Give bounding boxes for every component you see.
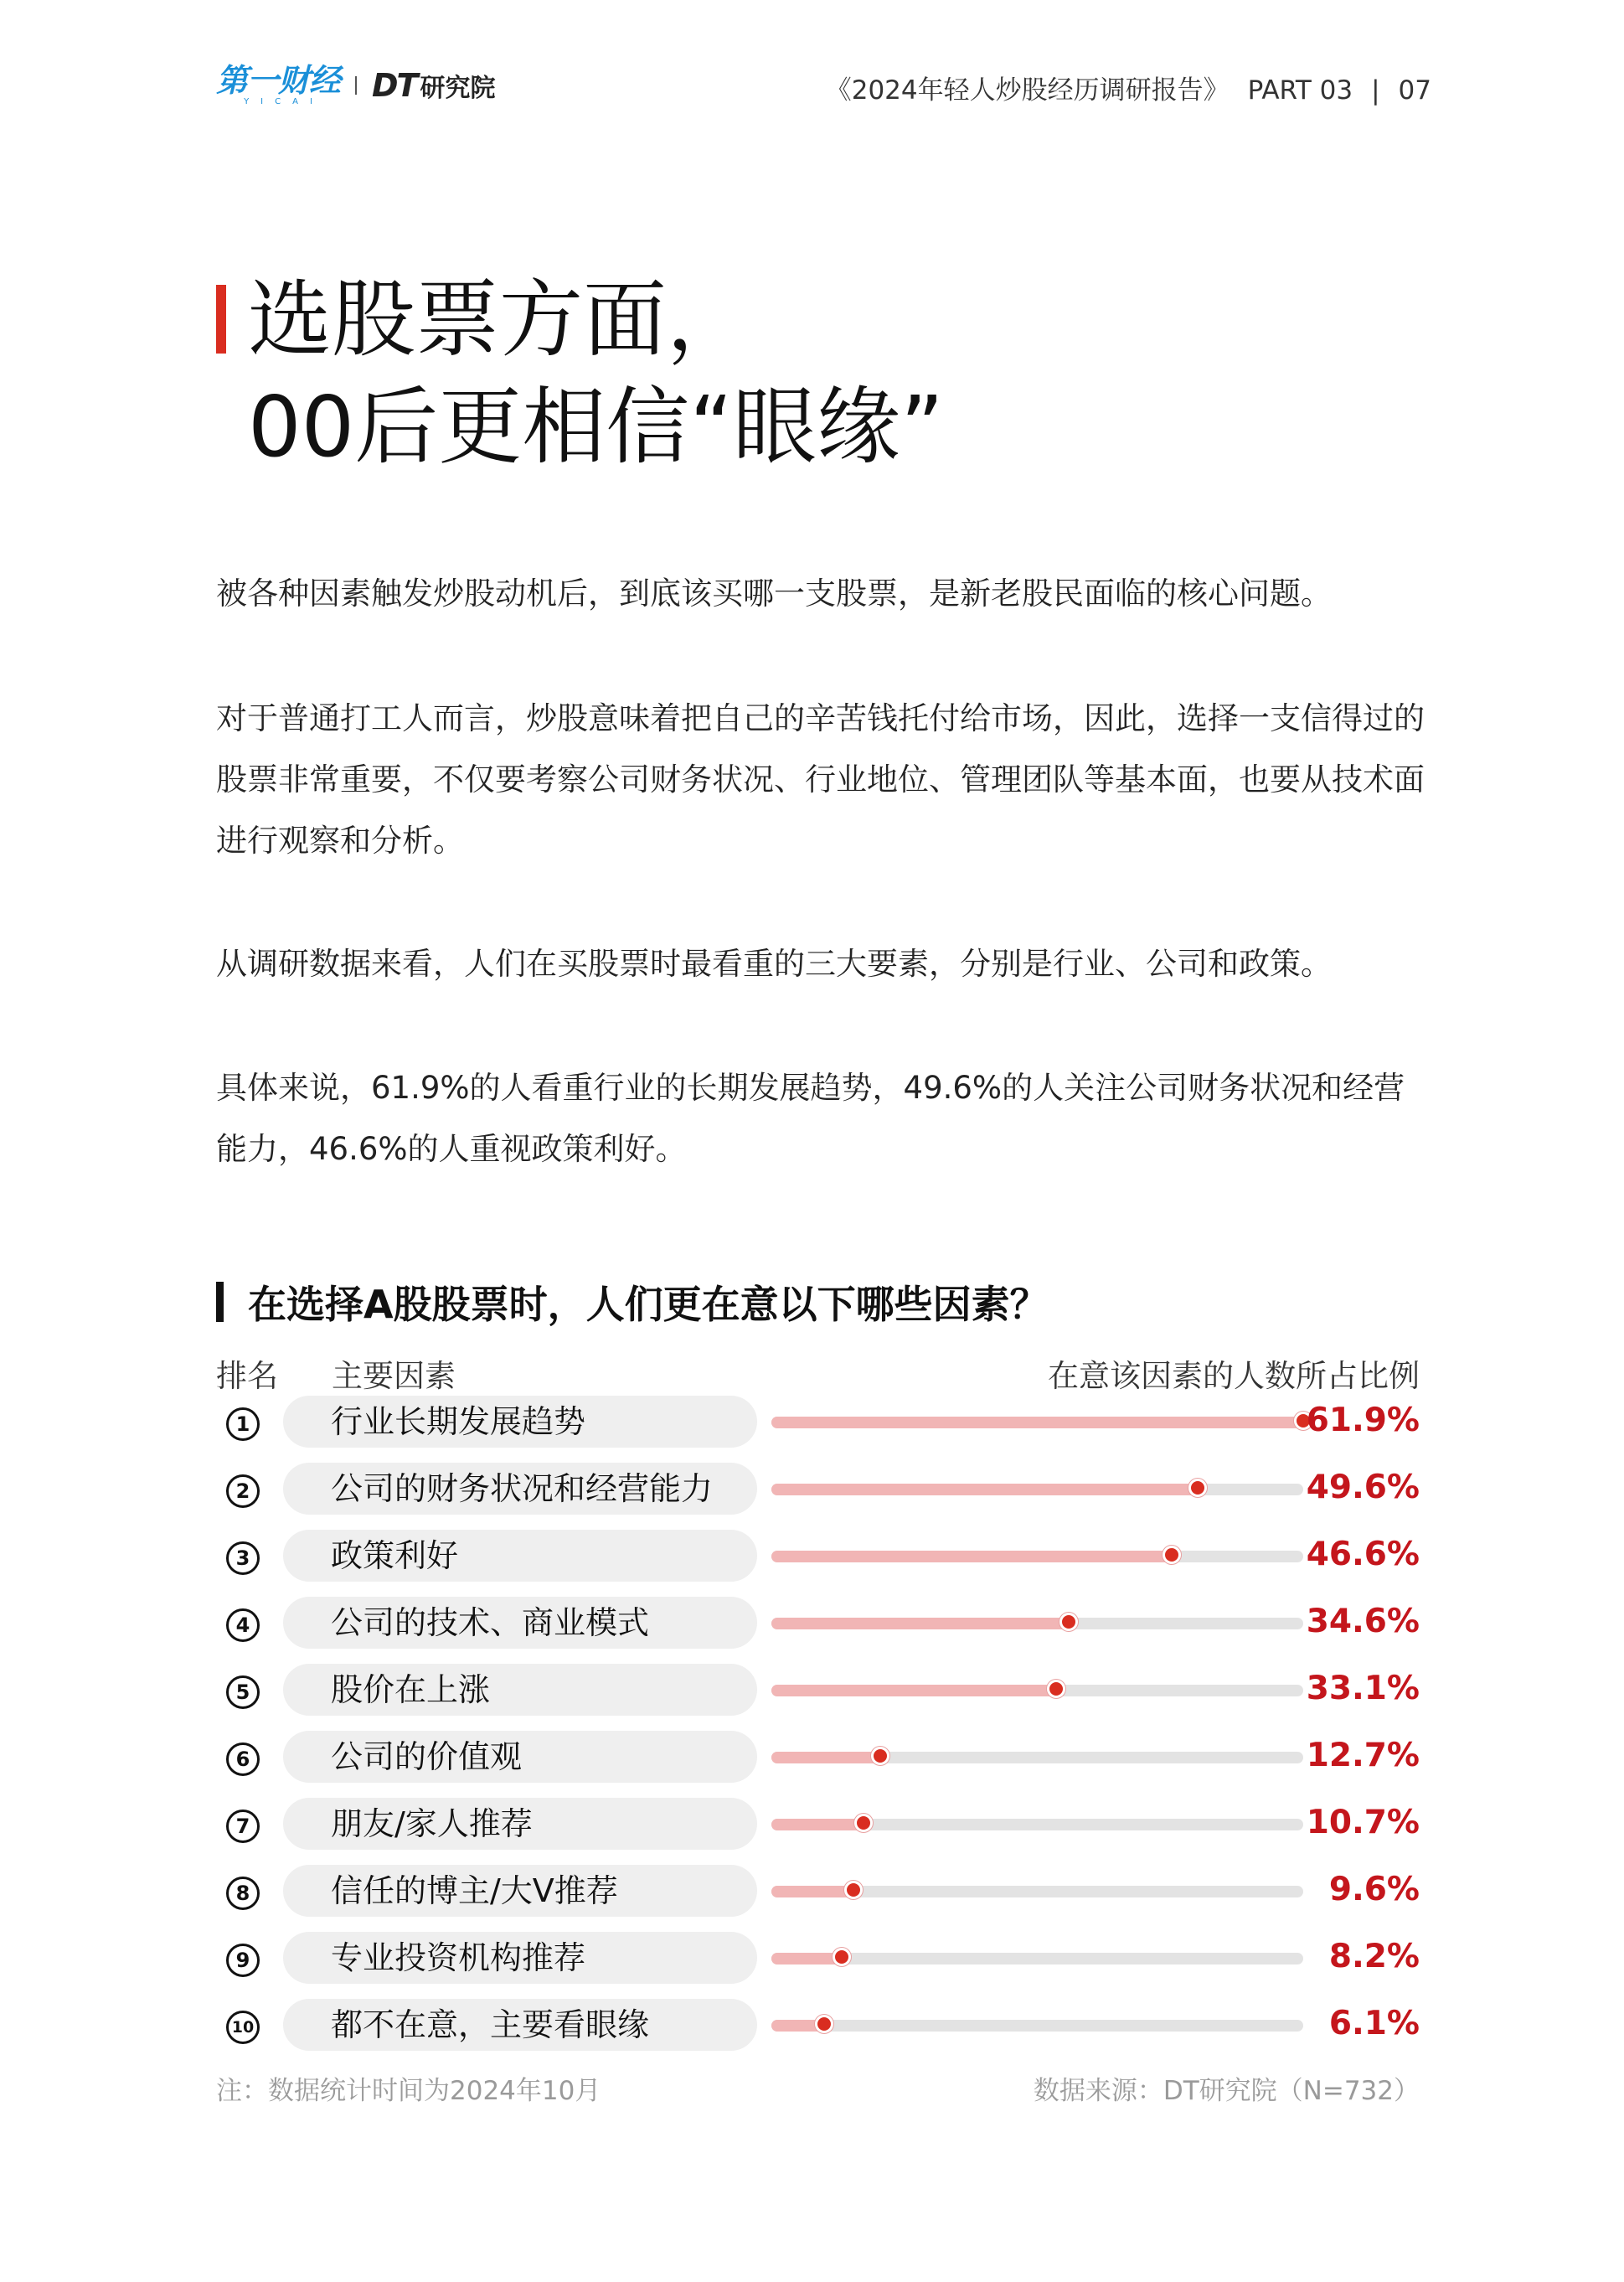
factor-label: 信任的博主/大V推荐 (331, 1872, 618, 1909)
bar-marker (844, 1881, 863, 1899)
value-label: 8.2% (1328, 1938, 1420, 1975)
rank-badge: 6 (226, 1742, 260, 1776)
factor-label: 股价在上涨 (331, 1671, 491, 1708)
chart-row (216, 1525, 1420, 1592)
chart-row (216, 1458, 1420, 1525)
bar-marker (854, 1814, 873, 1832)
bar-track (771, 1752, 1303, 1763)
paragraph-2: 对于普通打工人而言，炒股意味着把自己的辛苦钱托付给市场，因此，选择一支信得过的股票非常重要，不仅要考察公司财务状况、行业地位、管理团队等基本面，也要从技术面进行观察和分析。 (216, 700, 1425, 859)
report-title: 《2024年轻人炒股经历调研报告》 (825, 75, 1230, 106)
chart-rows (216, 1391, 1420, 2061)
title-line-1: 选股票方面， (248, 271, 750, 369)
factor-label: 行业长期发展趋势 (331, 1403, 586, 1440)
chart-title: 在选择A股股票时，人们更在意以下哪些因素？ (248, 1282, 1049, 1327)
bar-marker (1047, 1680, 1065, 1698)
rank-badge: 4 (226, 1608, 260, 1642)
column-header-factor: 主要因素 (332, 1358, 456, 1394)
bar-track (771, 1886, 1303, 1897)
page-number: 07 (1398, 75, 1431, 106)
bar-marker (833, 1948, 851, 1966)
bar-marker (1059, 1613, 1078, 1631)
value-label: 33.1% (1306, 1670, 1420, 1707)
value-label: 10.7% (1306, 1804, 1420, 1841)
report-info (826, 69, 1431, 106)
chart-title-accent-bar (216, 1282, 224, 1322)
dt-logo-text: DT (372, 67, 417, 104)
part-label: PART 03 (1247, 75, 1353, 106)
bar-fill (771, 1551, 1172, 1562)
rank-badge: 7 (226, 1810, 260, 1843)
bar-marker (1188, 1479, 1207, 1497)
value-label: 9.6% (1328, 1871, 1420, 1908)
bar-track (771, 2020, 1303, 2032)
bar-track (771, 1551, 1303, 1562)
column-header-rank: 排名 (216, 1358, 278, 1394)
chart-row (216, 1860, 1420, 1927)
factor-label: 政策利好 (331, 1537, 459, 1574)
value-label: 34.6% (1306, 1603, 1420, 1640)
rank-badge: 5 (226, 1675, 260, 1709)
paragraph-1: 被各种因素触发炒股动机后，到底该买哪一支股票，是新老股民面临的核心问题。 (216, 576, 1332, 612)
title-accent-bar (216, 285, 226, 354)
chart-row (216, 1592, 1420, 1659)
bar-marker (871, 1747, 889, 1765)
bar-track (771, 1819, 1303, 1830)
bar-fill (771, 1484, 1198, 1495)
factor-label: 公司的财务状况和经营能力 (331, 1470, 714, 1507)
bar-fill (771, 1417, 1303, 1428)
factor-label: 朋友/家人推荐 (331, 1805, 533, 1842)
factor-label: 公司的价值观 (331, 1738, 523, 1775)
bar-track (771, 1618, 1303, 1629)
bar-fill (771, 1886, 853, 1897)
rank-badge: 8 (226, 1877, 260, 1910)
paragraph-4: 具体来说，61.9%的人看重行业的长期发展趋势，49.6%的人关注公司财务状况和经营能力，46.6%的人重视政策利好。 (216, 1070, 1405, 1167)
chart-source: 数据来源：DT研究院（N=732） (1033, 2076, 1420, 2106)
rank-badge: 2 (226, 1474, 260, 1508)
factor-label: 公司的技术、商业模式 (331, 1604, 650, 1641)
bar-fill (771, 1752, 880, 1763)
value-label: 46.6% (1306, 1536, 1420, 1573)
bar-track (771, 1685, 1303, 1696)
yicai-logo-text: 第一财经 (216, 62, 341, 99)
rank-badge: 1 (226, 1407, 260, 1441)
bar-fill (771, 1685, 1056, 1696)
bar-track (771, 1484, 1303, 1495)
yicai-logo (216, 64, 340, 107)
logo-divider (355, 76, 357, 95)
factor-label: 专业投资机构推荐 (331, 1939, 586, 1976)
chart-row (216, 1726, 1420, 1793)
chart-row (216, 1391, 1420, 1458)
page-header (216, 60, 1431, 111)
value-label: 12.7% (1306, 1737, 1420, 1774)
chart-note: 注：数据统计时间为2024年10月 (216, 2076, 601, 2106)
value-label: 49.6% (1306, 1469, 1420, 1506)
yicai-logo-subtext: YICAI (244, 97, 324, 106)
value-label: 61.9% (1306, 1402, 1420, 1439)
bar-track (771, 1953, 1303, 1964)
chart-row (216, 1793, 1420, 1860)
dt-logo-subtext: 研究院 (420, 74, 496, 103)
chart-row (216, 1659, 1420, 1726)
logo-group (216, 60, 495, 111)
bar-track (771, 1417, 1303, 1428)
bar-fill (771, 1953, 842, 1964)
rank-badge: 10 (226, 2011, 260, 2044)
chart-row (216, 1927, 1420, 1994)
bar-fill (771, 1819, 864, 1830)
chart-row (216, 1994, 1420, 2061)
column-header-value: 在意该因素的人数所占比例 (1048, 1358, 1420, 1394)
header-separator: | (1371, 75, 1380, 106)
bar-fill (771, 1618, 1069, 1629)
bar-marker (1163, 1546, 1181, 1564)
page-title (248, 266, 944, 481)
bar-marker (815, 2015, 833, 2033)
title-line-2: 00后更相信“眼缘” (248, 378, 944, 476)
paragraph-3: 从调研数据来看，人们在买股票时最看重的三大要素，分别是行业、公司和政策。 (216, 946, 1332, 982)
value-label: 6.1% (1328, 2005, 1420, 2042)
rank-badge: 9 (226, 1944, 260, 1977)
factor-label: 都不在意，主要看眼缘 (331, 2006, 650, 2043)
rank-badge: 3 (226, 1541, 260, 1575)
